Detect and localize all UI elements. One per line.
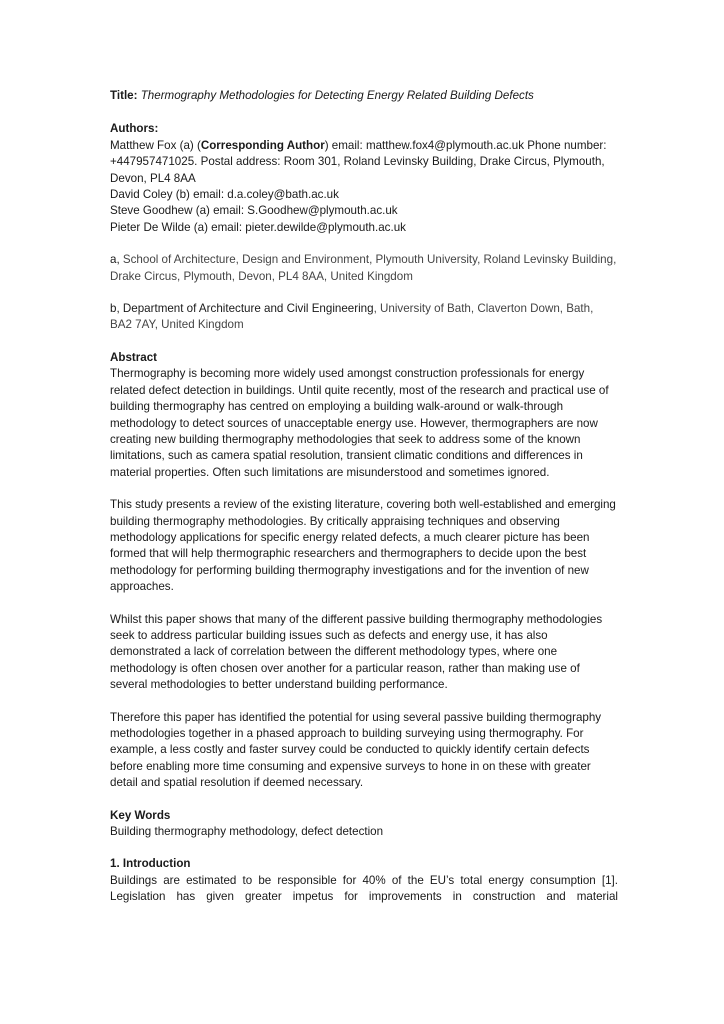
introduction-section — [110, 856, 618, 905]
title-label: Title: — [110, 89, 138, 102]
abstract-paragraph-3: Whilst this paper shows that many of the different passive building thermography methodologies seek to address particular building issues such as defects and energy use, it has also demonstrated a lack of correlation between the different methodology types, where one methodology is often chosen over another for a particular reason, rather than making use of several methodologies to better understand building performance. — [110, 612, 603, 692]
keywords-heading: Key Words — [110, 808, 171, 822]
author-4: Pieter De Wilde (a) email: pieter.dewilde@plymouth.ac.uk — [110, 220, 406, 234]
paper-page — [110, 88, 618, 906]
abstract-paragraph-4: Therefore this paper has identified the potential for using several passive building thermography methodologies together in a phased approach to building surveying using thermography. For example, a less costly and faster survey could be conducted to quickly identify certain defects before enabling more time consuming and expensive surveys to hone in on these with greater detail and spatial resolution if deemed necessary. — [110, 710, 602, 790]
author-3: Steve Goodhew (a) email: S.Goodhew@plymouth.ac.uk — [110, 204, 398, 218]
corresponding-author-label: Corresponding Author — [200, 138, 325, 152]
keywords-text: Building thermography methodology, defect detection — [110, 825, 384, 839]
author-2: David Coley (b) email: d.a.coley@bath.ac.uk — [110, 188, 339, 202]
introduction-heading: 1. Introduction — [110, 857, 191, 871]
keywords-section — [110, 808, 618, 841]
introduction-text: Buildings are estimated to be responsible for 40% of the EU’s total energy consumption [1]. Legislation has given greater impetus for improvements in construction and material — [110, 873, 618, 904]
affiliation-b-prefix: b, — [110, 302, 123, 316]
affiliation-b — [110, 301, 618, 334]
affiliation-a-text: School of Architecture, Design and Environment, Plymouth University, Roland Levinsky Building, Drake Circus, Plymouth, Devon, PL4 8AA, United Kingdom — [110, 253, 617, 283]
affiliation-a-prefix: a, — [110, 253, 123, 267]
abstract-heading: Abstract — [110, 350, 158, 364]
authors-section — [110, 121, 618, 236]
affiliation-b-text: , University of Bath, Claverton Down, Bath, BA2 7AY, United Kingdom — [110, 302, 594, 332]
abstract-paragraph-1: Thermography is becoming more widely used amongst construction professionals for energy related defect detection in buildings. Until quite recently, most of the research and practical use of building thermography has centred on employing a building walk-around or walk-through methodology to detect sources of unacceptable energy use. However, thermographers are now creating new building thermography methodologies that seek to address some of the known limitations, such as camera spatial resolution, transient climatic conditions and differences in material properties. Often such limitations are misunderstood and sometimes ignored. — [110, 367, 609, 479]
affiliation-b-dept: Department of Architecture and Civil Engineering — [122, 302, 374, 316]
author-1 — [110, 138, 618, 187]
abstract-section — [110, 350, 618, 792]
title-text: Thermography Methodologies for Detecting Energy Related Building Defects — [140, 89, 534, 102]
affiliation-a — [110, 252, 618, 285]
authors-heading: Authors: — [110, 122, 159, 136]
author-1-name: Matthew Fox (a) ( — [110, 138, 201, 152]
author-1-contact: ) email: matthew.fox4@plymouth.ac.uk Phone number: +447957471025. Postal address: Room 301, Roland Levinsky Building, Drake Circus, Plymouth, Devon, PL4 8AA — [110, 138, 607, 185]
paper-title — [110, 88, 618, 104]
abstract-paragraph-2: This study presents a review of the existing literature, covering both well-established and emerging building thermography methodologies. By critically appraising techniques and observing methodology applications for specific energy related defects, a much clearer picture has been formed that will help thermographic researchers and thermographers to decide upon the best methodology for performing building thermography investigations and for the invention of new approaches. — [110, 498, 616, 594]
